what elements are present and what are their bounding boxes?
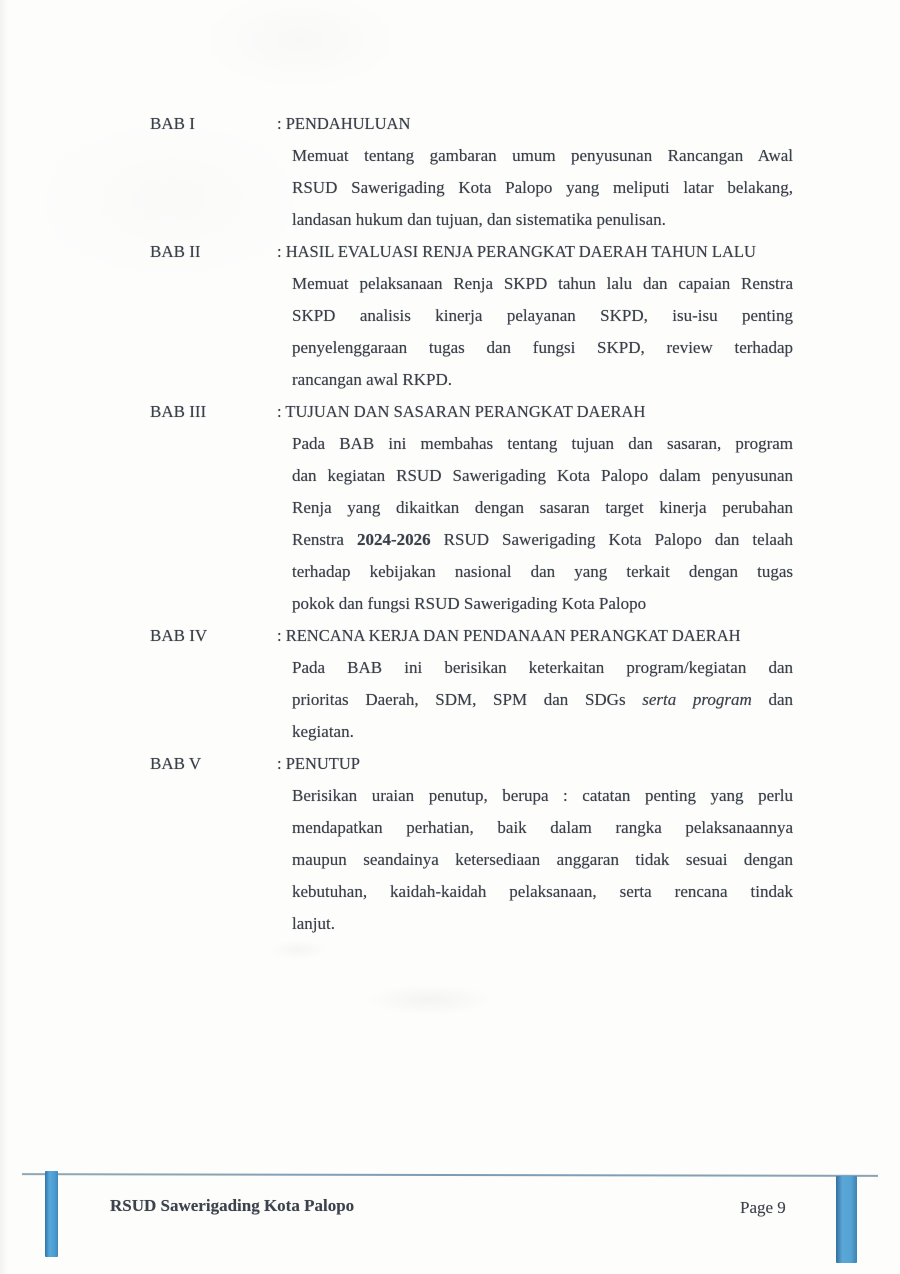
chapter-paragraph [150, 140, 793, 236]
text-run: SKPD analisis kinerja pelayanan SKPD, isu-isu penting [292, 306, 793, 325]
chapter-label: BAB V [150, 754, 202, 773]
colon-separator: : [277, 754, 282, 773]
chapter-label: BAB IV [150, 626, 208, 645]
chapter-paragraph [150, 268, 793, 396]
body-line [277, 140, 793, 172]
body-line [277, 684, 793, 716]
text-run: terhadap kebijakan nasional dan yang terkait dengan tugas [292, 562, 793, 581]
chapter-label: BAB III [150, 402, 207, 421]
body-line [277, 204, 793, 236]
body-line [277, 492, 793, 524]
body-line [277, 876, 793, 908]
text-run: Memuat pelaksanaan Renja SKPD tahun lalu dan capaian Renstra [292, 274, 793, 293]
chapter-title [277, 108, 793, 140]
text-run: Renstra [292, 530, 357, 549]
chapter-section [150, 108, 793, 236]
chapter-heading-row [150, 748, 793, 780]
text-run: Memuat tentang gambaran umum penyusunan Rancangan Awal [292, 146, 793, 165]
body-line [277, 908, 793, 940]
body-line [277, 268, 793, 300]
right-accent-bar [836, 1176, 857, 1263]
body-line [277, 812, 793, 844]
text-run: kegiatan. [292, 722, 354, 741]
body-line [277, 652, 793, 684]
body-line [277, 524, 793, 556]
footer-divider-line [22, 1173, 878, 1177]
body-line [277, 588, 793, 620]
text-run: Renja yang dikaitkan dengan sasaran target kinerja perubahan [292, 498, 793, 517]
text-run: maupun seandainya ketersediaan anggaran tidak sesuai dengan [292, 850, 793, 869]
colon-separator: : [277, 626, 282, 645]
body-line [277, 364, 793, 396]
text-run: landasan hukum dan tujuan, dan sistematika penulisan. [292, 210, 666, 229]
bold-text: 2024-2026 [356, 530, 431, 549]
chapter-title-text: PENDAHULUAN [285, 114, 411, 133]
chapter-section [150, 748, 793, 940]
italic-text: serta program [642, 690, 752, 709]
chapter-paragraph [150, 652, 793, 748]
chapter-title [277, 748, 793, 780]
chapter-section [150, 620, 793, 748]
chapter-title-text: PENUTUP [285, 754, 360, 773]
chapter-label: BAB II [150, 242, 201, 261]
chapter-label: BAB I [150, 114, 195, 133]
footer-page-number: Page 9 [740, 1198, 786, 1217]
text-run: lanjut. [292, 914, 335, 933]
body-line [277, 428, 793, 460]
colon-separator: : [277, 114, 282, 133]
chapter-heading-row [150, 620, 793, 652]
chapter-title-text: HASIL EVALUASI RENJA PERANGKAT DAERAH TAHUN LALU [285, 242, 756, 261]
text-run: rancangan awal RKPD. [292, 370, 453, 389]
text-run: Berisikan uraian penutup, berupa : catatan penting yang perlu [292, 786, 793, 805]
body-line [277, 172, 793, 204]
body-line [277, 844, 793, 876]
chapter-section [150, 236, 793, 396]
chapter-section [150, 396, 793, 620]
text-run: RSUD Sawerigading Kota Palopo dan telaah [430, 530, 794, 549]
body-line [277, 460, 793, 492]
text-run: dan kegiatan RSUD Sawerigading Kota Palopo dalam penyusunan [292, 466, 793, 485]
body-line [277, 556, 793, 588]
chapter-title-text: RENCANA KERJA DAN PENDANAAN PERANGKAT DAERAH [285, 626, 741, 645]
text-run: RSUD Sawerigading Kota Palopo yang meliputi latar belakang, [292, 178, 793, 197]
left-accent-bar [45, 1171, 58, 1257]
chapter-title-text: TUJUAN DAN SASARAN PERANGKAT DAERAH [285, 402, 646, 421]
footer-organization: RSUD Sawerigading Kota Palopo [110, 1196, 355, 1215]
body-line [277, 780, 793, 812]
chapter-heading-row [150, 108, 793, 140]
text-run: dan [751, 690, 793, 709]
text-run: mendapatkan perhatian, baik dalam rangka pelaksanaannya [292, 818, 793, 837]
text-run: Pada BAB ini berisikan keterkaitan program/kegiatan dan [292, 658, 793, 677]
chapter-title [277, 620, 793, 652]
body-line [277, 716, 793, 748]
text-run: penyelenggaraan tugas dan fungsi SKPD, review terhadap [292, 338, 793, 357]
document-body [150, 108, 793, 940]
chapter-paragraph [150, 780, 793, 940]
text-run: Pada BAB ini membahas tentang tujuan dan sasaran, program [292, 434, 793, 453]
chapter-paragraph [150, 428, 793, 620]
chapter-heading-row [150, 396, 793, 428]
chapter-title [277, 396, 793, 428]
colon-separator: : [277, 402, 282, 421]
colon-separator: : [277, 242, 282, 261]
body-line [277, 300, 793, 332]
chapter-title [277, 236, 793, 268]
body-line [277, 332, 793, 364]
text-run: kebutuhan, kaidah-kaidah pelaksanaan, serta rencana tindak [292, 882, 793, 901]
text-run: prioritas Daerah, SDM, SPM dan SDGs [292, 690, 643, 709]
text-run: pokok dan fungsi RSUD Sawerigading Kota Palopo [292, 594, 647, 613]
chapter-heading-row [150, 236, 793, 268]
